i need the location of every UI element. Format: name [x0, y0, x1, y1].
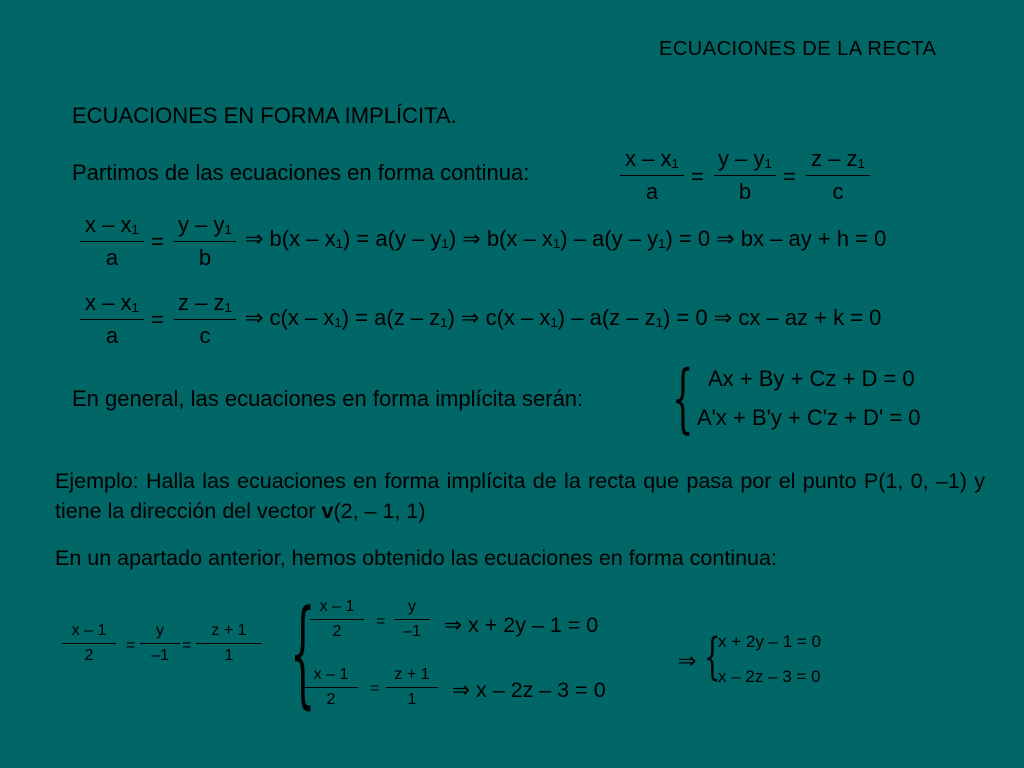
- implicit-eq-2: A'x + B'y + C'z + D' = 0: [697, 405, 921, 430]
- numerator: x – x₁: [625, 146, 679, 171]
- denominator: b: [738, 179, 752, 204]
- left-brace-icon: {: [672, 356, 694, 444]
- fraction-bar: [80, 241, 144, 242]
- left-brace-icon: {: [290, 588, 316, 722]
- numerator: z – z₁: [811, 146, 865, 171]
- denominator: b: [198, 245, 212, 270]
- previous-text: En un apartado anterior, hemos obtenido las ecuaciones en forma continua:: [55, 546, 777, 570]
- fraction-y: [174, 212, 236, 271]
- implication-chain: ⇒ b(x – x₁) = a(y – y₁) ⇒ b(x – x₁) – a(y – y₁) = 0 ⇒ bx – ay + h = 0: [245, 226, 887, 251]
- numerator: x – 1: [313, 666, 349, 683]
- numerator: y – y₁: [178, 212, 232, 237]
- fraction-z: [196, 622, 262, 665]
- fraction-x: [62, 622, 116, 665]
- example-text: [55, 466, 985, 526]
- implies-icon: ⇒: [678, 648, 697, 673]
- equals-sign: =: [151, 307, 164, 332]
- fraction-bar: [174, 241, 236, 242]
- fraction-y: [140, 622, 180, 665]
- denominator: c: [832, 179, 844, 204]
- general-text: En general, las ecuaciones en forma implícita serán:: [72, 386, 584, 411]
- denominator: –1: [403, 623, 421, 640]
- fraction-z: [386, 666, 438, 709]
- denominator: a: [105, 245, 119, 270]
- fraction-bar: [304, 687, 358, 688]
- result-equation-2: ⇒ x – 2z – 3 = 0: [452, 678, 606, 702]
- numerator: x – x₁: [85, 290, 139, 315]
- numerator: z + 1: [211, 622, 247, 639]
- implication-chain: ⇒ c(x – x₁) = a(z – z₁) ⇒ c(x – x₁) – a(z – z₁) = 0 ⇒ cx – az + k = 0: [245, 305, 882, 330]
- fraction-bar: [174, 319, 236, 320]
- fraction-bar: [806, 175, 870, 176]
- numerator: y: [156, 622, 164, 639]
- fraction-bar: [140, 643, 180, 644]
- fraction-z: [806, 146, 870, 205]
- denominator: 1: [224, 647, 234, 664]
- fraction-x: [80, 290, 144, 349]
- equals-sign: =: [370, 680, 380, 697]
- fraction-bar: [714, 175, 776, 176]
- fraction-bar: [394, 619, 430, 620]
- denominator: a: [645, 179, 659, 204]
- numerator: x – 1: [319, 598, 355, 615]
- equals-sign: =: [783, 164, 796, 189]
- example-statement: Ejemplo: Halla las ecuaciones en forma implícita de la recta que pasa por el punto P(1, 0, –1) y tiene la dirección del vector: [55, 469, 985, 523]
- denominator: c: [199, 323, 211, 348]
- numerator: x – x₁: [85, 212, 139, 237]
- fraction-x: [310, 598, 364, 641]
- denominator: 2: [332, 623, 342, 640]
- denominator: 2: [326, 691, 336, 708]
- implicit-eq-1: Ax + By + Cz + D = 0: [708, 366, 915, 391]
- vector-symbol: v: [321, 499, 334, 523]
- equals-sign: =: [376, 613, 386, 630]
- denominator: 1: [407, 691, 417, 708]
- fraction-y: [394, 598, 430, 641]
- fraction-bar: [386, 687, 438, 688]
- slide-header: ECUACIONES DE LA RECTA: [659, 38, 937, 60]
- numerator: x – 1: [71, 622, 107, 639]
- fraction-bar: [80, 319, 144, 320]
- equals-sign: =: [151, 229, 164, 254]
- numerator: y: [408, 598, 416, 615]
- final-equation-2: x – 2z – 3 = 0: [718, 667, 821, 686]
- denominator: 2: [84, 647, 94, 664]
- fraction-y: [714, 146, 776, 205]
- equals-sign: =: [691, 164, 704, 189]
- result-equation-1: ⇒ x + 2y – 1 = 0: [444, 613, 599, 637]
- fraction-bar: [620, 175, 684, 176]
- numerator: z – z₁: [178, 290, 232, 315]
- fraction-z: [174, 290, 236, 349]
- equals-sign: =: [126, 637, 136, 654]
- denominator: a: [105, 323, 119, 348]
- fraction-bar: [62, 643, 116, 644]
- numerator: y – y₁: [718, 146, 772, 171]
- intro-text: Partimos de las ecuaciones en forma continua:: [72, 160, 530, 185]
- denominator: –1: [151, 647, 169, 664]
- fraction-bar: [310, 619, 364, 620]
- fraction-x: [304, 666, 358, 709]
- fraction-bar: [196, 643, 262, 644]
- fraction-x: [80, 212, 144, 271]
- left-brace-icon: {: [704, 630, 721, 687]
- final-equation-1: x + 2y – 1 = 0: [718, 632, 822, 651]
- vector-components: (2, – 1, 1): [333, 499, 426, 523]
- equals-sign: =: [182, 637, 192, 654]
- section-title: ECUACIONES EN FORMA IMPLÍCITA.: [72, 103, 457, 128]
- fraction-x: [620, 146, 684, 205]
- numerator: z + 1: [394, 666, 430, 683]
